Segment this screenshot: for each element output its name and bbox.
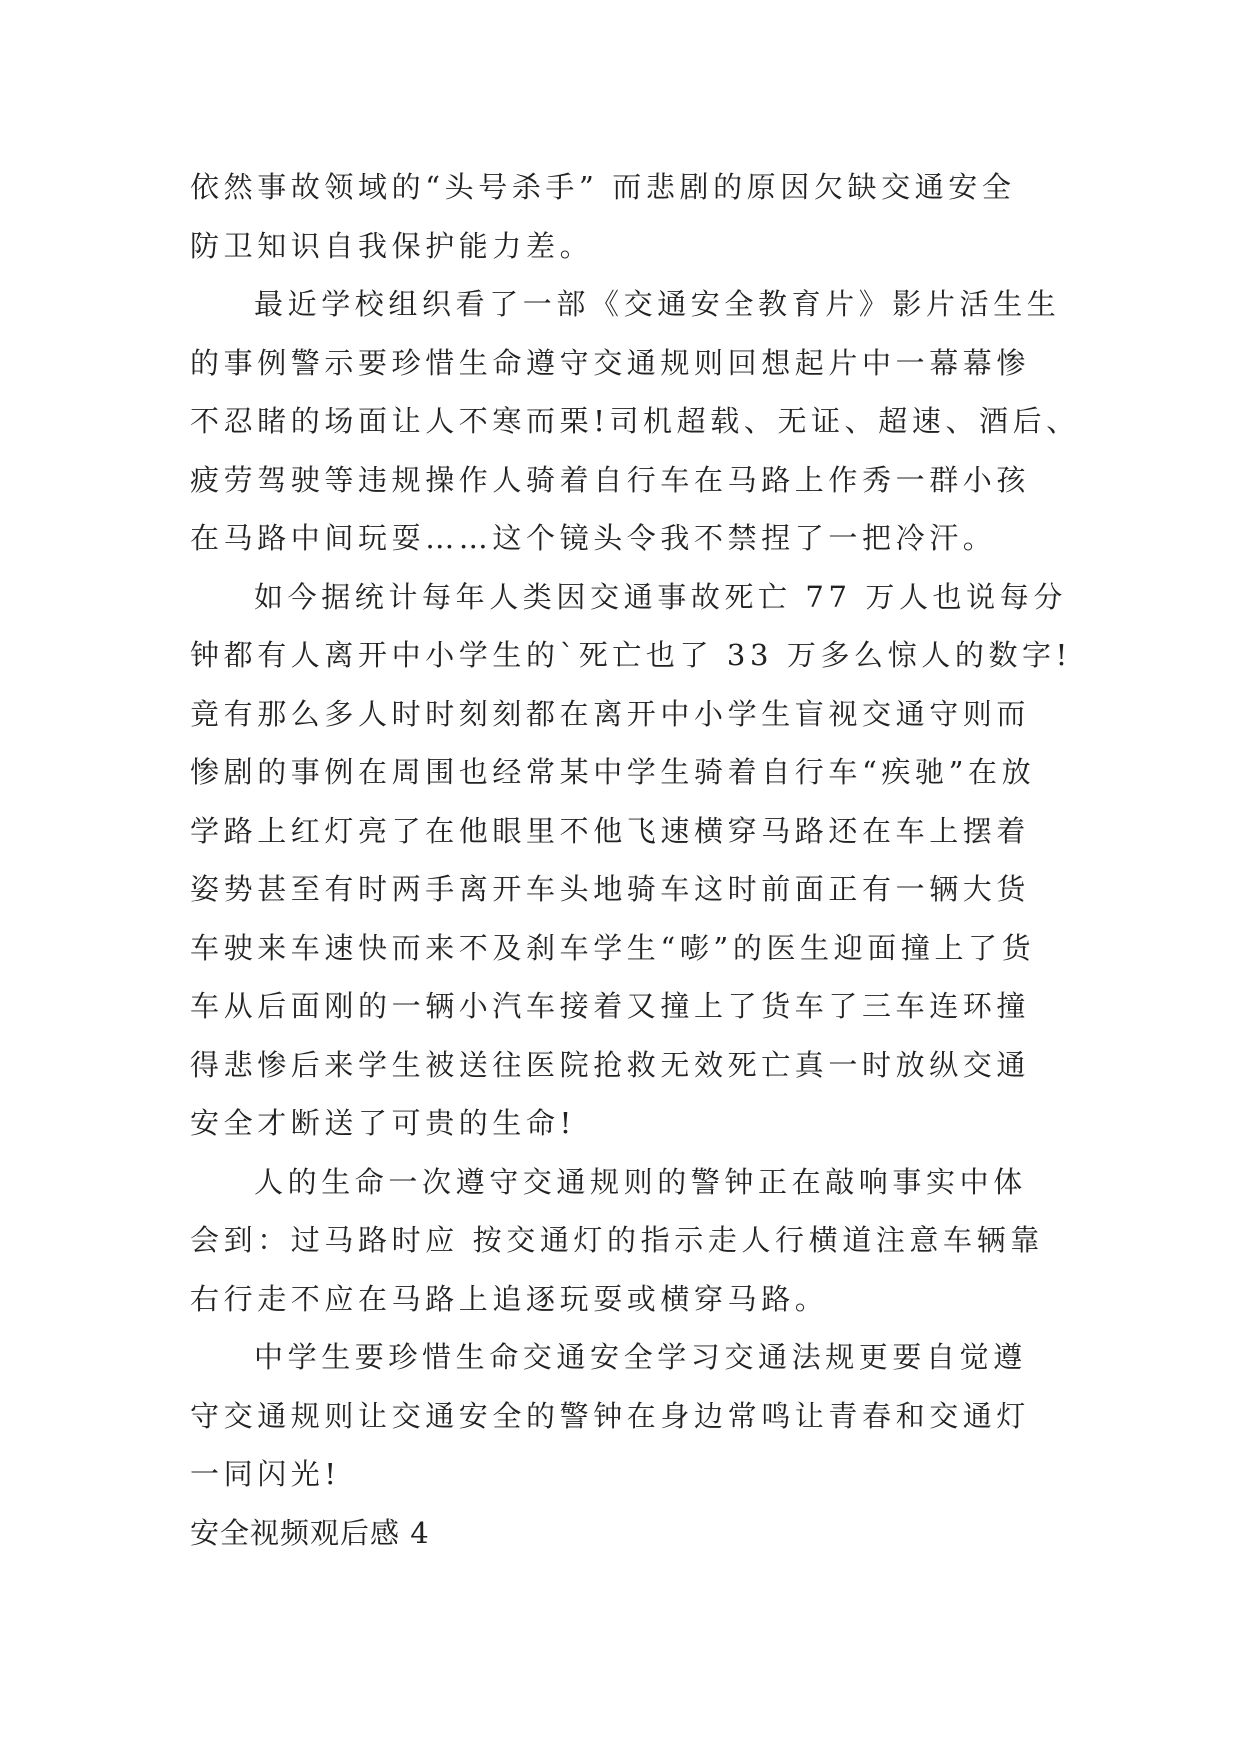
text-line: 人的生命一次遵守交通规则的警钟正在敲响事实中体 bbox=[254, 1164, 1027, 1199]
text-line: 惨剧的事例在周围也经常某中学生骑着自行车“疾驰”在放 bbox=[190, 755, 1036, 789]
paragraph-p1 bbox=[190, 158, 1050, 275]
paragraph-p2 bbox=[190, 275, 1080, 568]
text-line: 最近学校组织看了一部《交通安全教育片》影片活生生 bbox=[254, 287, 1061, 321]
paragraph-p5 bbox=[190, 1328, 1050, 1504]
text-line: 疲劳驾驶等违规操作人骑着自行车在马路上作秀一群小孩 bbox=[190, 462, 1031, 497]
text-line: 中学生要珍惜生命交通安全学习交通法规更要自觉遵 bbox=[254, 1340, 1027, 1374]
text-line: 右行走不应在马路上追逐玩耍或横穿马路。 bbox=[190, 1281, 829, 1316]
text-line: 会到：过马路时应 按交通灯的指示走人行横道注意车辆靠 bbox=[190, 1223, 1044, 1257]
text-line: 依然事故领域的“头号杀手” 而悲剧的原因欠缺交通安全 bbox=[190, 170, 1016, 204]
text-line: 如今据统计每年人类因交通事故死亡 77 万人也说每分 bbox=[254, 579, 1067, 614]
text-line: 车从后面刚的一辆小汽车接着又撞上了货车了三车连环撞 bbox=[190, 989, 1031, 1023]
text-line: 学路上红灯亮了在他眼里不他飞速横穿马路还在车上摆着 bbox=[190, 813, 1031, 848]
section-heading: 安全视频观后感 4 bbox=[190, 1515, 430, 1550]
text-line: 得悲惨后来学生被送往医院抢救无效死亡真一时放纵交通 bbox=[190, 1047, 1031, 1082]
document-body bbox=[190, 158, 1080, 1562]
text-line: 钟都有人离开中小学生的`死亡也了 33 万多么惊人的数字! bbox=[190, 638, 1072, 672]
paragraph-p4 bbox=[190, 1153, 1050, 1329]
text-line: 竟有那么多人时时刻刻都在离开中小学生盲视交通守则而 bbox=[190, 696, 1031, 731]
text-line: 守交通规则让交通安全的警钟在身边常鸣让青春和交通灯 bbox=[190, 1398, 1031, 1433]
text-line: 在马路中间玩耍……这个镜头令我不禁捏了一把冷汗。 bbox=[190, 521, 997, 555]
text-line: 防卫知识自我保护能力差。 bbox=[190, 228, 594, 263]
text-line: 姿势甚至有时两手离开车头地骑车这时前面正有一辆大货 bbox=[190, 872, 1031, 906]
text-line: 的事例警示要珍惜生命遵守交通规则回想起片中一幕幕惨 bbox=[190, 345, 1031, 380]
text-line: 一同闪光! bbox=[190, 1457, 341, 1491]
paragraph-p3 bbox=[190, 568, 1072, 1153]
text-line: 不忍睹的场面让人不寒而栗!司机超载、无证、超速、酒后、 bbox=[190, 404, 1080, 438]
text-line: 车驶来车速快而来不及刹车学生“嘭”的医生迎面撞上了货 bbox=[190, 930, 1036, 965]
text-line: 安全才断送了可贵的生命! bbox=[190, 1106, 576, 1140]
